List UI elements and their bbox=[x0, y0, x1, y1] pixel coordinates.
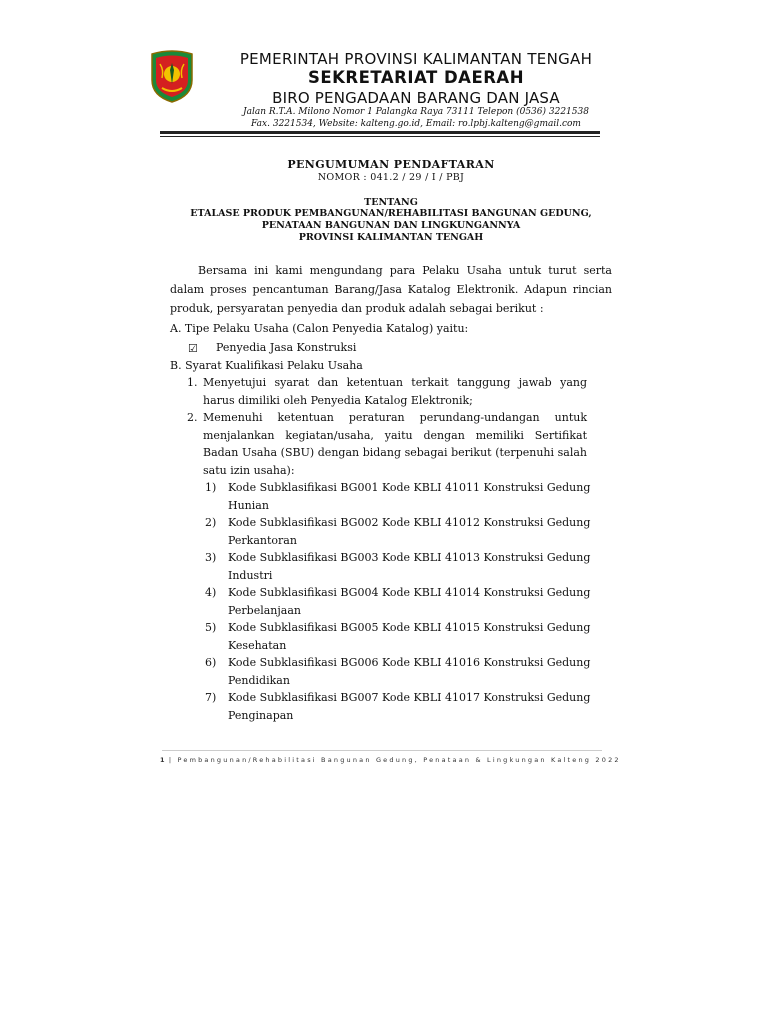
announcement-number: NOMOR : 041.2 / 29 / I / PBJ bbox=[317, 172, 465, 183]
subitem-line: Penginapan bbox=[228, 708, 294, 722]
subitem-line: Kesehatan bbox=[228, 638, 287, 652]
subitem-number: 4) bbox=[205, 586, 217, 599]
subitem-line: Kode Subklasifikasi BG002 Kode KBLI 41012 Konstruksi Gedung bbox=[228, 516, 591, 529]
footer-text: Pembangunan/Rehabilitasi Bangunan Gedung, Penataan & Lingkungan Kalteng 2022 bbox=[177, 756, 621, 764]
section-a-checked-item: Penyedia Jasa Konstruksi bbox=[216, 341, 357, 354]
subject-label: TENTANG bbox=[364, 197, 418, 208]
subitem-text bbox=[228, 654, 590, 689]
subject-line-2: PENATAAN BANGUNAN DAN LINGKUNGANNYA bbox=[261, 220, 521, 231]
section-b-heading: B. Syarat Kualifikasi Pelaku Usaha bbox=[170, 359, 363, 372]
header-contact: Fax. 3221534, Website: kalteng.go.id, Email: ro.lpbj.kalteng@gmail.com bbox=[251, 119, 581, 129]
header-divider-thick bbox=[160, 131, 600, 134]
subitem-line: Industri bbox=[228, 568, 273, 582]
subitem-number: 6) bbox=[205, 656, 217, 669]
subitem-line: Kode Subklasifikasi BG004 Kode KBLI 41014 Konstruksi Gedung bbox=[228, 586, 591, 599]
subitem-text bbox=[228, 584, 590, 619]
page-number: 1 bbox=[160, 756, 165, 764]
subitem-line: Perbelanjaan bbox=[228, 603, 301, 617]
subitem-text bbox=[228, 514, 590, 549]
header-bureau: BIRO PENGADAAN BARANG DAN JASA bbox=[272, 89, 560, 107]
requirement-number: 2. bbox=[187, 411, 198, 424]
header-divider-thin bbox=[160, 136, 600, 137]
subitem-number: 3) bbox=[205, 551, 217, 564]
subitem-line: Kode Subklasifikasi BG007 Kode KBLI 41017 Konstruksi Gedung bbox=[228, 691, 591, 704]
subitem-number: 7) bbox=[205, 691, 217, 704]
subitem-number: 5) bbox=[205, 621, 217, 634]
subitem-line: Pendidikan bbox=[228, 673, 290, 687]
header-address: Jalan R.T.A. Milono Nomor 1 Palangka Raya 73111 Telepon (0536) 3221538 bbox=[243, 107, 589, 117]
footer-separator: | bbox=[168, 756, 174, 764]
subitem-text bbox=[228, 549, 590, 584]
subject-line-3: PROVINSI KALIMANTAN TENGAH bbox=[298, 232, 484, 243]
footer-divider bbox=[162, 750, 602, 751]
provincial-crest-icon bbox=[148, 50, 196, 104]
subitem-line: Kode Subklasifikasi BG006 Kode KBLI 41016 Konstruksi Gedung bbox=[228, 656, 591, 669]
subitem-line: Hunian bbox=[228, 498, 269, 512]
subject-line-1: ETALASE PRODUK PEMBANGUNAN/REHABILITASI BANGUNAN GEDUNG, bbox=[190, 208, 592, 219]
subitem-text bbox=[228, 689, 590, 724]
subitem-line: Perkantoran bbox=[228, 533, 297, 547]
section-a-heading: A. Tipe Pelaku Usaha (Calon Penyedia Katalog) yaitu: bbox=[170, 322, 469, 335]
subitem-line: Kode Subklasifikasi BG001 Kode KBLI 41011 Konstruksi Gedung bbox=[228, 481, 591, 494]
header-government: PEMERINTAH PROVINSI KALIMANTAN TENGAH bbox=[239, 50, 593, 68]
announcement-title: PENGUMUMAN PENDAFTARAN bbox=[287, 158, 495, 171]
requirement-text: Menyetujui syarat dan ketentuan terkait tanggung jawab yang harus dimiliki oleh Penyedia Katalog Elektronik; bbox=[203, 376, 587, 407]
header-secretariat: SEKRETARIAT DAERAH bbox=[307, 68, 524, 87]
intro-paragraph bbox=[170, 261, 612, 318]
subitem-text bbox=[228, 479, 590, 514]
page-footer bbox=[160, 756, 621, 764]
subitem-line: Kode Subklasifikasi BG003 Kode KBLI 41013 Konstruksi Gedung bbox=[228, 551, 591, 564]
requirement-text: Memenuhi ketentuan peraturan perundang-undangan untuk menjalankan kegiatan/usaha, yaitu dengan memiliki Sertifikat Badan Usaha (SBU) dengan bidang sebagai berikut (terpenuhi salah satu izin usaha): bbox=[203, 411, 587, 477]
subitem-line: Kode Subklasifikasi BG005 Kode KBLI 41015 Konstruksi Gedung bbox=[228, 621, 591, 634]
checkbox-icon: ☑ bbox=[188, 342, 198, 355]
intro-text: Bersama ini kami mengundang para Pelaku Usaha untuk turut serta dalam proses pencantuman Barang/Jasa Katalog Elektronik. Adapun rincian produk, persyaratan penyedia dan produk adalah sebagai berikut : bbox=[170, 264, 612, 315]
subitem-text bbox=[228, 619, 590, 654]
subitem-number: 1) bbox=[205, 481, 217, 494]
requirement-number: 1. bbox=[187, 376, 198, 389]
subitem-number: 2) bbox=[205, 516, 217, 529]
